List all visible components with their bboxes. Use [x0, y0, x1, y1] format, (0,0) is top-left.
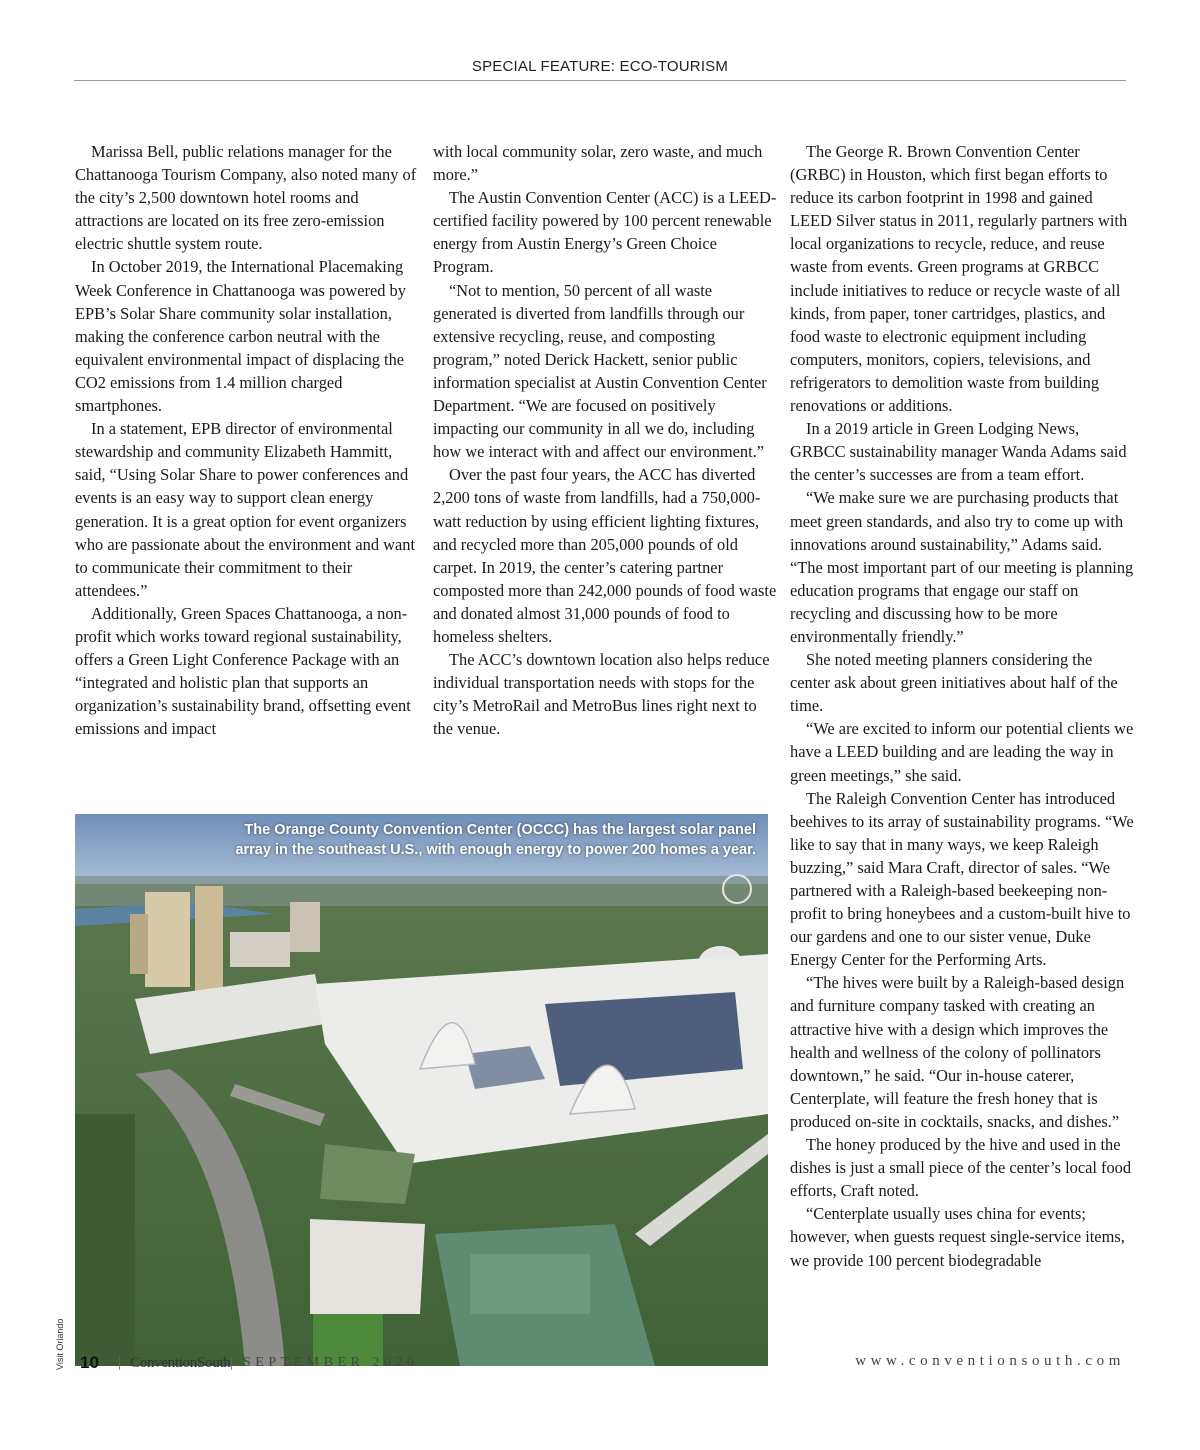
section-header: SPECIAL FEATURE: ECO-TOURISM — [471, 58, 729, 75]
paragraph: “Centerplate usually uses china for events; however, when guests request single-service items, we provide 100 percent biodegradable — [790, 1204, 1125, 1270]
paragraph: Over the past four years, the ACC has diverted 2,200 tons of waste from landfills, had a 750,000-watt reduction by using efficient lighting fixtures, and recycled more than 205,000 pounds of old carpet. In 2019, the center’s catering partner composted more than 242,000 pounds of food waste and donated almost 31,000 pounds of food to homeless shelters. — [433, 465, 777, 646]
paragraph: “We are excited to inform our potential clients we have a LEED building and are leading the way in green meetings,” she said. — [790, 719, 1134, 785]
page-footer — [80, 1353, 1125, 1377]
paragraph: In October 2019, the International Placemaking Week Conference in Chattanooga was powered by EPB’s Solar Share community solar installation, making the conference carbon neutral with the equivalent environmental impact of displacing the CO2 emissions from 1.4 million charged smartphones. — [75, 257, 406, 416]
issue-date: SEPTEMBER 2020 — [243, 1355, 419, 1370]
paragraph: In a statement, EPB director of environmental stewardship and community Elizabeth Hammitt, said, “Using Solar Share to power conferences and events is an easy way to support clean energy generation. It is a great option for event organizers who are passionate about the environment and want to communicate their commitment to their attendees.” — [75, 419, 416, 600]
paragraph: with local community solar, zero waste, and much more.” — [433, 142, 763, 185]
caption-line: array in the southeast U.S., with enough energy to power 200 homes a year. — [235, 842, 756, 858]
aerial-photo-convention-center — [75, 814, 768, 1366]
caption-line: The Orange County Convention Center (OCCC) has the largest solar panel — [244, 822, 756, 838]
article-column-1 — [75, 140, 419, 740]
paragraph: Marissa Bell, public relations manager for the Chattanooga Tourism Company, also noted many of the city’s 2,500 downtown hotel rooms and attractions are located on its free zero-emission electric shuttle system route. — [75, 142, 417, 254]
article-column-3 — [790, 140, 1134, 1272]
paragraph: Additionally, Green Spaces Chattanooga, a non-profit which works toward regional sustainability, offers a Green Light Conference Package with an “integrated and holistic plan that supports an organization’s sustainability brand, offsetting event emissions and impact — [75, 603, 411, 739]
page-number: 10 — [80, 1353, 99, 1372]
paragraph: “We make sure we are purchasing products that meet green standards, and also try to come up with innovations around sustainability,” Adams said. “The most important part of our meeting is planning education programs that engage our staff on recycling and discussing how to be more environmentally friendly.” — [790, 488, 1134, 646]
footer-separator: | — [230, 1355, 234, 1371]
paragraph: The honey produced by the hive and used in the dishes is just a small piece of the center’s local food efforts, Craft noted. — [790, 1135, 1132, 1201]
magazine-name: ConventionSouth — [130, 1355, 231, 1371]
footer-separator: | — [118, 1355, 122, 1371]
photo-caption — [130, 820, 756, 860]
paragraph: The Raleigh Convention Center has introduced beehives to its array of sustainability programs. “We like to say that in many ways, we keep Raleigh buzzing,” said Mara Craft, director of sales. “We partnered with a Raleigh-based beekeeping non-profit to bring honeybees and a custom-built hive to our gardens and one to our sister venue, Duke Energy Center for the Performing Arts. — [790, 788, 1134, 970]
photo-credit: Visit Orlando — [55, 1318, 65, 1370]
paragraph: “Not to mention, 50 percent of all waste generated is diverted from landfills through our extensive recycling, reuse, and composting program,” noted Derick Hackett, senior public information specialist at Austin Convention Center Department. “We are focused on positively impacting our community in all we do, including how we interact with and affect our environment.” — [433, 280, 767, 462]
paragraph: In a 2019 article in Green Lodging News, GRBCC sustainability manager Wanda Adams said the center’s successes are from a team effort. — [790, 419, 1127, 485]
article-column-2 — [433, 140, 777, 740]
paragraph: She noted meeting planners considering the center ask about green initiatives about half of the time. — [790, 650, 1118, 716]
paragraph: The ACC’s downtown location also helps reduce individual transportation needs with stops for the city’s MetroRail and MetroBus lines right next to the venue. — [433, 650, 770, 739]
header-divider — [74, 80, 1126, 81]
paragraph: The George R. Brown Convention Center (GRBC) in Houston, which first began efforts to reduce its carbon footprint in 1998 and gained LEED Silver status in 2011, regularly partners with local organizations to recycle, reduce, and reuse waste from events. Green programs at GRBCC include initiatives to reduce or recycle waste of all kinds, from paper, toner cartridges, plastics, and food waste to electronic equipment including computers, monitors, copiers, televisions, and refrigerators to demolition waste from building renovations or additions. — [790, 142, 1128, 416]
paragraph: “The hives were built by a Raleigh-based design and furniture company tasked with creating an attractive hive with a design which improves the health and wellness of the colony of pollinators downtown,” he said. “Our in-house caterer, Centerplate, will feature the fresh honey that is produced on-site in cocktails, snacks, and dishes.” — [790, 973, 1125, 1131]
website-url[interactable]: www.conventionsouth.com — [855, 1353, 1125, 1369]
paragraph: The Austin Convention Center (ACC) is a LEED-certified facility powered by 100 percent renewable energy from Austin Energy’s Green Choice Program. — [433, 188, 777, 277]
